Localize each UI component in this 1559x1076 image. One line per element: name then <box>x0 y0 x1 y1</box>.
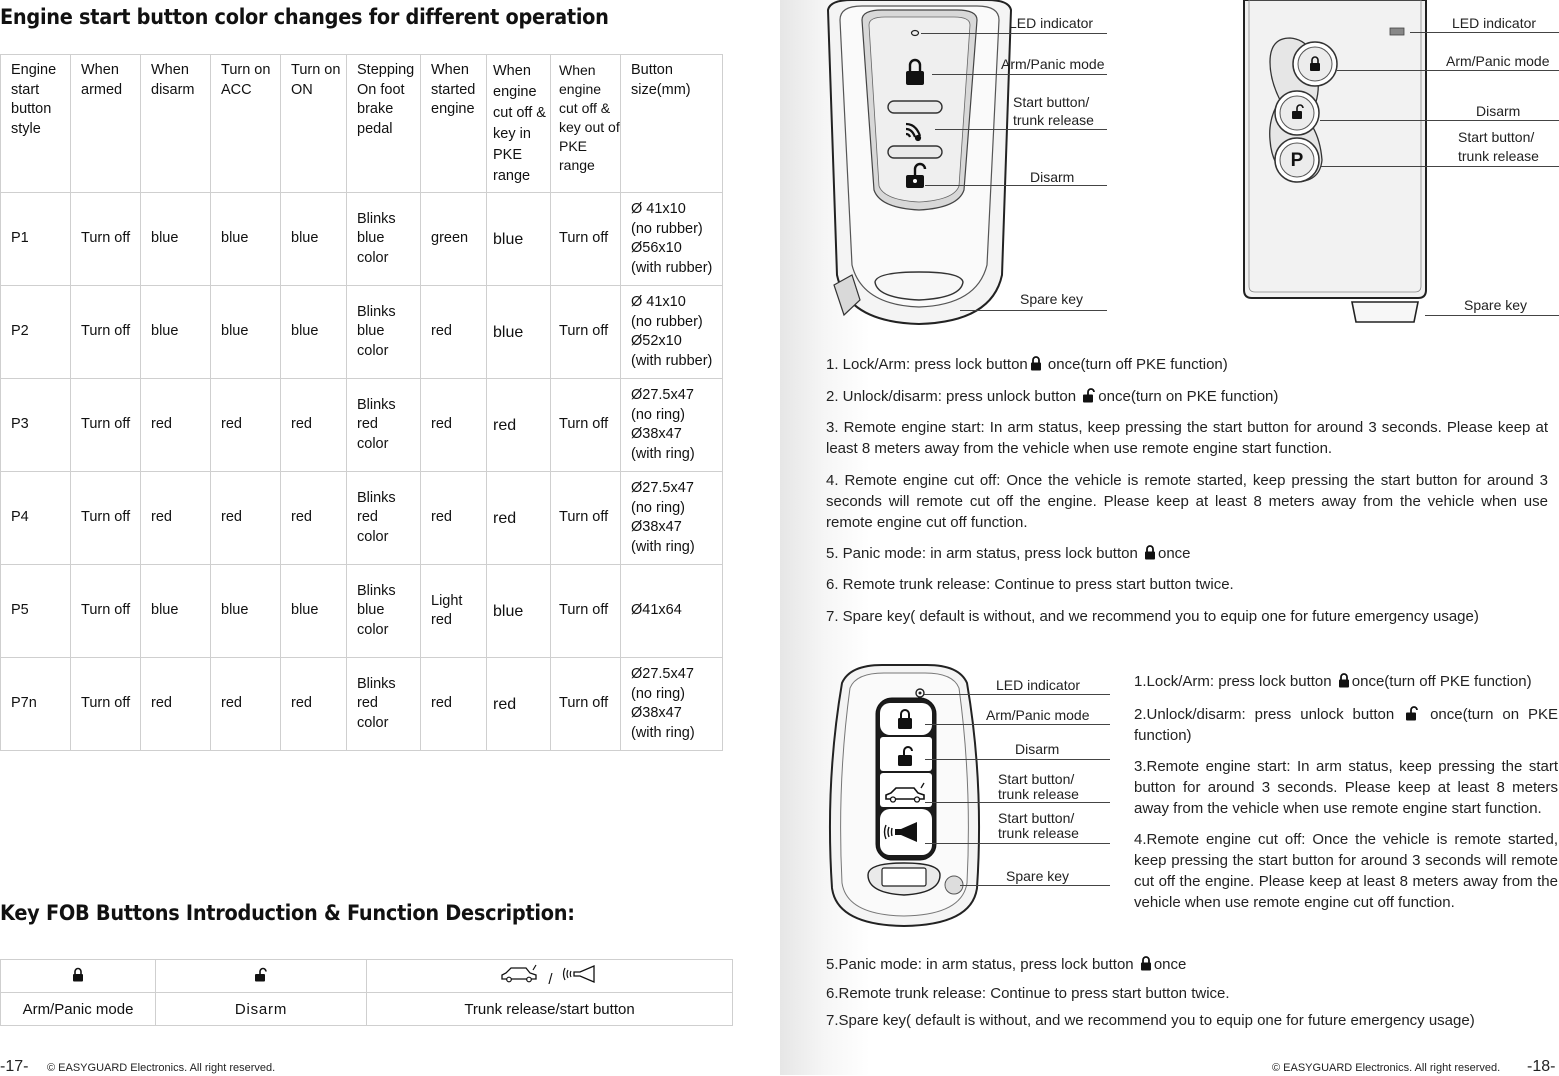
fob1-start-label-2: trunk release <box>1013 112 1094 128</box>
leader-line <box>925 759 1110 760</box>
table-cell-acc: blue <box>211 565 281 658</box>
header-cell: Turn on ACC <box>211 55 281 193</box>
trunk-start-label: Trunk release/start button <box>367 993 733 1026</box>
table-cell-size: Ø41x64 <box>621 565 723 658</box>
table-cell-size: Ø27.5x47 (no ring) Ø38x47 (with ring) <box>621 658 723 751</box>
instruction-4: 4. Remote engine cut off: Once the vehicle is remote started, keep pressing the start button for around 3 seconds will remote cut off the engine. Please keep at least 8 meters away from the vehicle when use remote engine cut off function. <box>826 472 1548 531</box>
table-cell-disarm: blue <box>141 193 211 286</box>
page-number-left: -17- <box>0 1058 29 1075</box>
fob2-disarm-label: Disarm <box>1476 103 1521 119</box>
car-trunk-icon <box>500 964 540 984</box>
table-header-row <box>1 55 723 193</box>
table-cell-cutin: blue <box>487 565 551 658</box>
instruction2-1: 1.Lock/Arm: press lock button once(turn off PKE function) <box>1134 673 1532 690</box>
table-cell-brake: Blinks blue color <box>347 193 421 286</box>
table-cell-cutin: red <box>487 658 551 751</box>
keyfob-3-illustration <box>822 663 987 928</box>
lock-icon <box>1 960 156 993</box>
instruction2-3: 3.Remote engine start: In arm status, keep pressing the start button for around 3 seconds. Please keep at least 8 meters away from the vehicle when use remote engine start function. <box>1134 758 1558 817</box>
leader-line <box>1425 315 1559 316</box>
leader-line <box>932 74 1107 75</box>
lock-icon <box>1144 544 1156 560</box>
table-cell-brake: Blinks red color <box>347 379 421 472</box>
fob1-start-label-1: Start button/ <box>1013 94 1090 110</box>
table-cell-armed: Turn off <box>71 193 141 286</box>
table-cell-on: blue <box>281 286 347 379</box>
table-cell-on: red <box>281 658 347 751</box>
fob2-start-label-1: Start button/ <box>1458 129 1535 145</box>
table-cell-cutout: Turn off <box>551 658 621 751</box>
table-cell-armed: Turn off <box>71 658 141 751</box>
horn-icon <box>561 964 599 984</box>
leader-line <box>921 33 1107 34</box>
fob1-disarm-label: Disarm <box>1030 169 1075 185</box>
fob2-spare-label: Spare key <box>1464 297 1528 313</box>
table-cell-acc: red <box>211 379 281 472</box>
disarm-label: Disarm <box>156 993 367 1026</box>
instruction2-5: 5.Panic mode: in arm status, press lock button once <box>826 956 1187 973</box>
table-cell-started: Light red <box>421 565 487 658</box>
leader-line <box>960 310 1107 311</box>
table-cell-style: P4 <box>1 472 71 565</box>
table-cell-cutin: red <box>487 379 551 472</box>
table-cell-brake: Blinks blue color <box>347 565 421 658</box>
leader-line <box>1410 32 1559 33</box>
leader-line <box>925 843 1110 844</box>
header-cell: Turn on ON <box>281 55 347 193</box>
icon-separator: / <box>548 971 553 988</box>
fob1-led-label: LED indicator <box>1009 15 1094 31</box>
page-number-right: -18- <box>1527 1058 1556 1075</box>
header-cell: Engine start button style <box>1 55 71 193</box>
leader-line <box>1320 120 1559 121</box>
table-cell-on: blue <box>281 565 347 658</box>
table-cell-on: blue <box>281 193 347 286</box>
table-cell-on: red <box>281 472 347 565</box>
lock-icon <box>1140 955 1152 971</box>
table-cell-cutout: Turn off <box>551 193 621 286</box>
table-cell-armed: Turn off <box>71 379 141 472</box>
car-trunk-and-horn-icons <box>367 960 733 993</box>
table-cell-disarm: red <box>141 472 211 565</box>
keyfob-heading: Key FOB Buttons Introduction & Function Description: <box>0 901 575 925</box>
keyfob-button-table <box>0 959 733 1026</box>
fob1-spare-label: Spare key <box>1020 291 1084 307</box>
table-cell-brake: Blinks red color <box>347 472 421 565</box>
leader-line <box>925 185 1107 186</box>
table-cell-style: P7n <box>1 658 71 751</box>
header-cell: When started engine <box>421 55 487 193</box>
table-cell-started: red <box>421 379 487 472</box>
table-cell-size: Ø 41x10 (no rubber) Ø52x10 (with rubber) <box>621 286 723 379</box>
copyright-right: © EASYGUARD Electronics. All right reserved. <box>1272 1062 1501 1074</box>
table-cell-style: P2 <box>1 286 71 379</box>
table-row <box>1 379 723 472</box>
table-cell-style: P3 <box>1 379 71 472</box>
fob3-arm-label: Arm/Panic mode <box>986 707 1090 723</box>
keyfob-2-illustration <box>1240 0 1430 325</box>
table-cell-style: P1 <box>1 193 71 286</box>
fob2-led-label: LED indicator <box>1452 15 1537 31</box>
table-row <box>1 565 723 658</box>
table-cell-on: red <box>281 379 347 472</box>
leader-line <box>1320 166 1559 167</box>
lock-icon <box>1030 355 1042 371</box>
table-cell-size: Ø27.5x47 (no ring) Ø38x47 (with ring) <box>621 472 723 565</box>
p-button-letter: P <box>1290 150 1304 171</box>
table-cell-brake: Blinks red color <box>347 658 421 751</box>
unlock-icon <box>1082 387 1096 403</box>
leader-line <box>935 129 1107 130</box>
table-cell-disarm: blue <box>141 286 211 379</box>
leader-line <box>924 694 1110 695</box>
header-cell: When engine cut off & key out of PKE range <box>551 55 621 193</box>
table-row <box>1 286 723 379</box>
header-cell: Stepping On foot brake pedal <box>347 55 421 193</box>
button-color-table <box>0 54 723 751</box>
fob3-spare-label: Spare key <box>1006 868 1070 884</box>
table-cell-cutout: Turn off <box>551 565 621 658</box>
instruction-7: 7. Spare key( default is without, and we recommend you to equip one for future emergency usage) <box>826 608 1479 625</box>
instruction-6: 6. Remote trunk release: Continue to press start button twice. <box>826 576 1234 593</box>
table-row <box>1 658 723 751</box>
fob3-disarm-label: Disarm <box>1015 741 1060 757</box>
lock-icon <box>1338 672 1350 688</box>
header-cell: When disarm <box>141 55 211 193</box>
table-cell-started: red <box>421 658 487 751</box>
table-cell-cutout: Turn off <box>551 379 621 472</box>
table-row <box>1 472 723 565</box>
instruction-5: 5. Panic mode: in arm status, press lock button once <box>826 545 1191 562</box>
instruction2-6: 6.Remote trunk release: Continue to press start button twice. <box>826 985 1230 1002</box>
instruction-2: 2. Unlock/disarm: press unlock button once(turn on PKE function) <box>826 388 1279 405</box>
fob3-start-label-2: trunk release <box>998 786 1079 802</box>
header-cell: Button size(mm) <box>621 55 723 193</box>
table-cell-brake: Blinks blue color <box>347 286 421 379</box>
leader-line <box>925 724 1110 725</box>
fob3-start-label-1: Start button/ <box>998 771 1075 787</box>
table-cell-disarm: blue <box>141 565 211 658</box>
table-cell-disarm: red <box>141 379 211 472</box>
unlock-icon <box>156 960 367 993</box>
table-cell-armed: Turn off <box>71 565 141 658</box>
fob1-arm-label: Arm/Panic mode <box>1001 56 1105 72</box>
table-cell-acc: blue <box>211 286 281 379</box>
table-cell-started: red <box>421 286 487 379</box>
table-cell-disarm: red <box>141 658 211 751</box>
leader-line <box>960 885 1110 886</box>
unlock-icon <box>1405 705 1419 721</box>
table-cell-cutin: blue <box>487 286 551 379</box>
leader-line <box>925 802 1110 803</box>
table-cell-cutout: Turn off <box>551 472 621 565</box>
table-row <box>1 193 723 286</box>
table-cell-cutin: red <box>487 472 551 565</box>
copyright-left: © EASYGUARD Electronics. All right reserved. <box>47 1062 276 1074</box>
instruction2-4: 4.Remote engine cut off: Once the vehicle is remote started, keep pressing the start button for around 3 seconds will remote cut off the engine. Please keep at least 8 meters away from the vehicle when use remote engine cut off function. <box>1134 831 1558 911</box>
instruction-3: 3. Remote engine start: In arm status, keep pressing the start button for around 3 seconds. Please keep at least 8 meters away from the vehicle when use remote engine start function. <box>826 419 1548 457</box>
table-cell-armed: Turn off <box>71 286 141 379</box>
table-cell-armed: Turn off <box>71 472 141 565</box>
table-cell-cutin: blue <box>487 193 551 286</box>
table-cell-started: red <box>421 472 487 565</box>
header-cell: When engine cut off & key in PKE range <box>487 55 551 193</box>
keyfob-1-illustration <box>822 0 1017 325</box>
table-cell-acc: red <box>211 472 281 565</box>
instruction2-2: 2.Unlock/disarm: press unlock button once(turn on PKE function) <box>1134 706 1558 744</box>
leader-line <box>1337 70 1559 71</box>
table-cell-acc: red <box>211 658 281 751</box>
fob3-led-label: LED indicator <box>996 677 1081 693</box>
table-cell-acc: blue <box>211 193 281 286</box>
table-cell-started: green <box>421 193 487 286</box>
fob2-arm-label: Arm/Panic mode <box>1446 53 1550 69</box>
table-cell-cutout: Turn off <box>551 286 621 379</box>
page-title: Engine start button color changes for different operation <box>0 5 609 29</box>
fob3-start-label-4: trunk release <box>998 825 1079 841</box>
table-cell-size: Ø27.5x47 (no ring) Ø38x47 (with ring) <box>621 379 723 472</box>
fob3-start-label-3: Start button/ <box>998 810 1075 826</box>
table-cell-style: P5 <box>1 565 71 658</box>
instruction2-7: 7.Spare key( default is without, and we recommend you to equip one for future emergency usage) <box>826 1012 1475 1029</box>
fob2-start-label-2: trunk release <box>1458 148 1539 164</box>
header-cell: When armed <box>71 55 141 193</box>
arm-panic-label: Arm/Panic mode <box>1 993 156 1026</box>
table-cell-size: Ø 41x10 (no rubber) Ø56x10 (with rubber) <box>621 193 723 286</box>
instruction-1: 1. Lock/Arm: press lock button once(turn off PKE function) <box>826 356 1228 373</box>
